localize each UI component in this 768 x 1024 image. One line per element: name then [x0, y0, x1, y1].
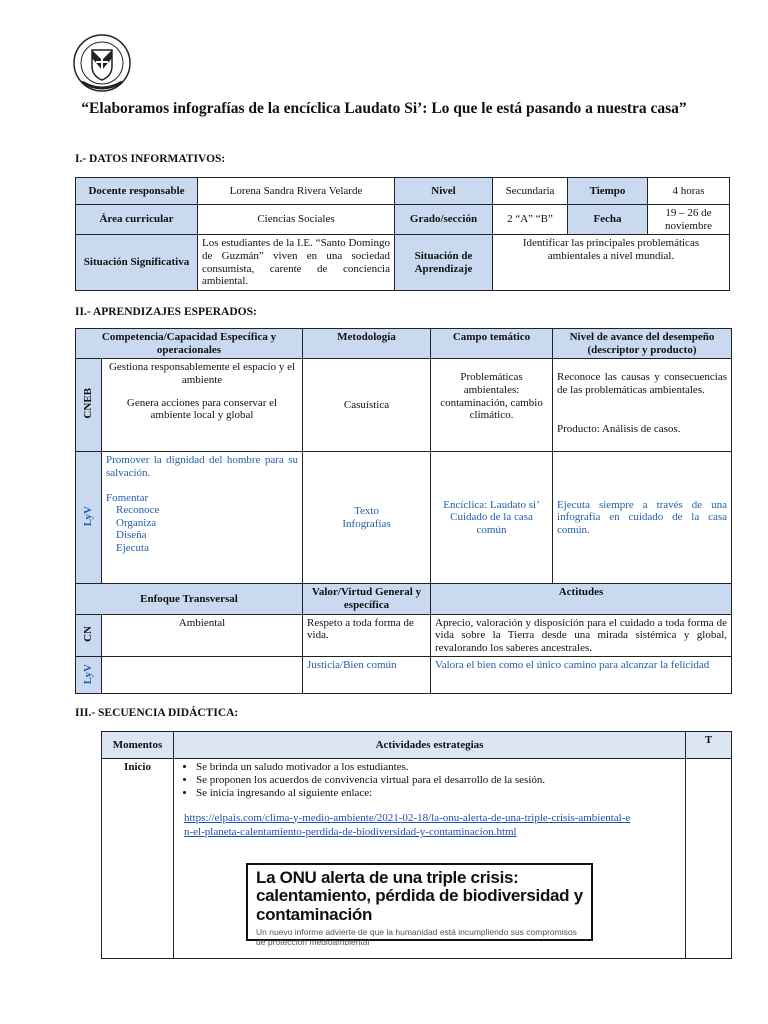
lyv2-label: LyV — [82, 663, 95, 684]
inicio-bullet: • Se inicia ingresando al siguiente enlace: — [196, 787, 681, 800]
momentos-header: Momentos — [102, 732, 174, 759]
situacion-label: Situación Significativa — [76, 235, 198, 291]
fecha-value: 19 – 26 de noviembre — [648, 205, 730, 235]
lyv-item: Diseña — [116, 529, 147, 542]
lyv-metodologia — [303, 452, 431, 584]
lyv2-enfoque — [102, 657, 303, 694]
t-header: T — [686, 732, 732, 759]
grado-value: 2 “A” “B” — [493, 205, 568, 235]
actividades-header: Actividades estrategias — [174, 732, 686, 759]
tiempo-label: Tiempo — [568, 178, 648, 205]
cneb-producto: Producto: Análisis de casos. — [557, 422, 681, 435]
cneb-campo: Problemáticas ambientales: contaminación, cambio climático. — [431, 359, 553, 452]
nivel-value: Secundaria — [493, 178, 568, 205]
metodologia-header: Metodología — [303, 329, 431, 359]
inicio-bullet: • Se proponen los acuerdos de convivencia virtual para el desarrollo de la sesión. — [196, 774, 681, 787]
lyv-competencias — [102, 452, 303, 584]
fecha-label: Fecha — [568, 205, 648, 235]
competencia-header: Competencia/Capacidad Específica y operacionales — [76, 329, 303, 359]
lyv-campo: Encíclica: Laudato si’ Cuidado de la casa común — [431, 452, 553, 584]
t-cell — [686, 759, 732, 959]
lyv-item: Ejecuta — [116, 542, 149, 555]
section-1-heading: I.- DATOS INFORMATIVOS: — [75, 153, 226, 165]
inicio-label: Inicio — [102, 759, 174, 959]
lyv-competencia-1: Promover la dignidad del hombre para su salvación. — [106, 454, 299, 479]
lyv2-row-label — [76, 657, 102, 694]
cneb-competencias — [102, 359, 303, 452]
area-value: Ciencias Sociales — [198, 205, 395, 235]
lyv-metodologia-1: Texto — [354, 505, 379, 518]
tiempo-value: 4 horas — [648, 178, 730, 205]
cn-valor: Respeto a toda forma de vida. — [303, 614, 431, 657]
document-title: “Elaboramos infografías de la encíclica Laudato Si’: Lo que le está pasando a nuestra casa” — [81, 100, 687, 117]
lyv-label: LyV — [82, 505, 95, 527]
lyv-metodologia-2: Infografías — [342, 517, 391, 530]
grado-label: Grado/sección — [395, 205, 493, 235]
aprendizaje-label: Situación de Aprendizaje — [395, 235, 493, 291]
datos-informativos-table — [75, 177, 730, 291]
cneb-row-label — [76, 359, 102, 452]
lyv-nivel: Ejecuta siempre a través de una infografía en cuidado de la casa común. — [553, 452, 732, 584]
inicio-bullet-list — [178, 761, 681, 801]
aprendizajes-table — [75, 328, 732, 694]
news-subheadline: Un nuevo informe advierte de que la humanidad está incumpliendo sus compromisos de protección medioambiental — [256, 927, 577, 947]
situacion-value: Los estudiantes de la I.E. “Santo Domingo de Guzmán” viven en una sociedad consumista, carente de conciencia ambiental. — [198, 235, 395, 291]
section-2-heading: II.- APRENDIZAJES ESPERADOS: — [75, 306, 257, 318]
section-3-heading: III.- SECUENCIA DIDÁCTICA: — [75, 707, 239, 719]
nivel-label: Nivel — [395, 178, 493, 205]
valor-header: Valor/Virtud General y específica — [303, 584, 431, 614]
elpais-link[interactable]: https://elpais.com/clima-y-medio-ambiente/2021-02-18/la-onu-alerta-de-una-triple-crisis-ambiental-en-el-planeta-calentamiento-perdida-de-biodiversidad-y-contaminacion.html — [184, 811, 631, 839]
cneb-metodologia: Casuística — [303, 359, 431, 452]
docente-label: Docente responsable — [76, 178, 198, 205]
cneb-competencia-1: Gestiona responsablemente el espacio y el ambiente — [108, 361, 296, 386]
lyv-item: Reconoce — [116, 504, 160, 517]
inicio-bullet: • Se brinda un saludo motivador a los estudiantes. — [196, 761, 681, 774]
area-label: Área curricular — [76, 205, 198, 235]
lyv-fomentar: Fomentar — [106, 491, 149, 504]
actitudes-header: Actitudes — [431, 584, 732, 614]
cneb-label: CNEB — [82, 388, 95, 419]
campo-header: Campo temático — [431, 329, 553, 359]
school-crest-icon — [72, 32, 132, 94]
aprendizaje-value: Identificar las principales problemáticas ambientales a nivel mundial. — [493, 235, 730, 291]
cneb-nivel: Reconoce las causas y consecuencias de las problemáticas ambientales. — [557, 371, 728, 396]
cneb-nivel-cell — [553, 359, 732, 452]
enfoque-header: Enfoque Transversal — [76, 584, 303, 614]
lyv-row-label — [76, 452, 102, 584]
cn-enfoque: Ambiental — [102, 614, 303, 657]
news-headline: La ONU alerta de una triple crisis: calentamiento, pérdida de biodiversidad y contaminación — [256, 868, 583, 924]
docente-value: Lorena Sandra Rivera Velarde — [198, 178, 395, 205]
news-article-image — [246, 863, 593, 947]
lyv2-valor: Justicia/Bien común — [303, 657, 431, 694]
lyv-item: Organiza — [116, 516, 157, 529]
nivel-header: Nivel de avance del desempeño (descriptor y producto) — [553, 329, 732, 359]
cn-label: CN — [82, 625, 95, 642]
cn-row-label — [76, 614, 102, 657]
lyv2-actitud: Valora el bien como el único camino para alcanzar la felicidad — [431, 657, 732, 694]
cn-actitud: Aprecio, valoración y disposición para el cuidado a toda forma de vida sobre la Tierra desde una mirada sistémica y global, revalorando los saberes ancestrales. — [431, 614, 732, 657]
cneb-competencia-2: Genera acciones para conservar el ambiente local y global — [126, 396, 278, 422]
